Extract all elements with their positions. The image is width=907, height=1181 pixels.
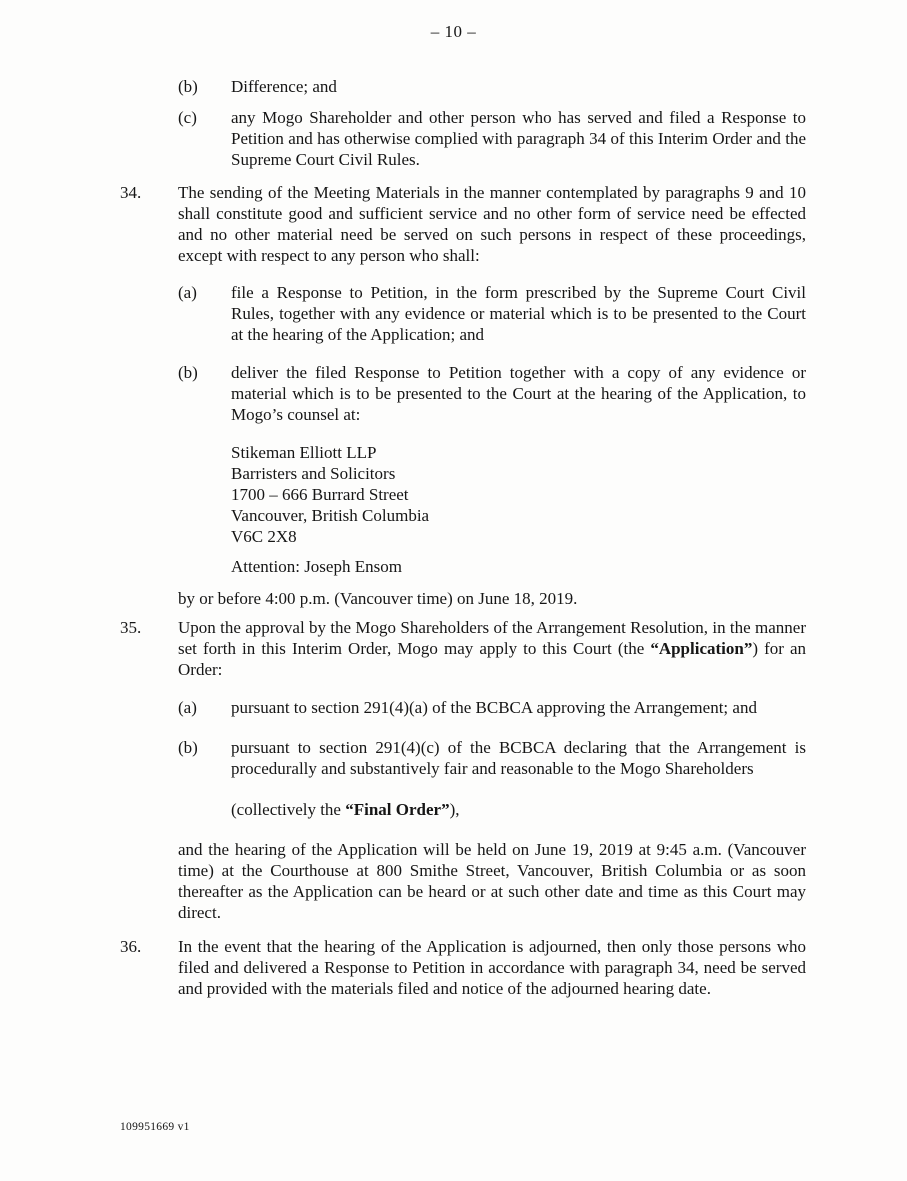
- hearing-paragraph: and the hearing of the Application will be held on June 19, 2019 at 9:45 a.m. (Vancouver time) at the Courthouse at 800 Smithe Street, Vancouver, British Columbia or as soon thereafter as the Application can be heard or at such other date and time as this Court may direct.: [178, 840, 806, 922]
- paragraph-36: [120, 936, 806, 999]
- collectively-post: ),: [449, 800, 460, 819]
- list-item-text: any Mogo Shareholder and other person who has served and filed a Response to Petition and has otherwise complied with paragraph 34 of this Interim Order and the Supreme Court Civil Rules.: [231, 108, 806, 169]
- footer-doc-id: 109951669 v1: [120, 1121, 190, 1133]
- list-item-label: (b): [178, 363, 198, 382]
- paragraph-34: [120, 182, 806, 266]
- list-item-label: (a): [178, 283, 197, 302]
- document-body: [120, 76, 806, 999]
- address-line-postal: V6C 2X8: [231, 527, 297, 546]
- paragraph-number: 34.: [120, 183, 142, 202]
- list-item-label: (b): [178, 77, 198, 96]
- list-item-text: pursuant to section 291(4)(a) of the BCBCA approving the Arrangement; and: [231, 698, 757, 717]
- deadline-line: by or before 4:00 p.m. (Vancouver time) on June 18, 2019.: [178, 589, 578, 608]
- list-item-text: deliver the filed Response to Petition together with a copy of any evidence or material which is to be presented to the Court at the hearing of the Application, to Mogo’s counsel at:: [231, 363, 806, 424]
- defined-term-final-order: “Final Order”: [345, 800, 450, 819]
- list-item-text: file a Response to Petition, in the form prescribed by the Supreme Court Civil Rules, together with any evidence or material which is to be presented to the Court at the hearing of the Application; and: [231, 283, 806, 344]
- list-item-34a: [178, 282, 806, 345]
- paragraph-35: [120, 617, 806, 680]
- attention-line: Attention: Joseph Ensom: [231, 557, 402, 576]
- paragraph-text: The sending of the Meeting Materials in the manner contemplated by paragraphs 9 and 10 shall constitute good and sufficient service and no other form of service need be effected and no other material need be served on such persons in respect of these proceedings, except with respect to any person who shall:: [178, 183, 806, 265]
- list-item-text: Difference; and: [231, 77, 337, 96]
- list-item-b-difference: [178, 76, 806, 97]
- list-item-label: (b): [178, 738, 198, 757]
- defined-term-application: “Application”: [650, 639, 753, 658]
- paragraph-text: [178, 617, 806, 680]
- list-item-label: (a): [178, 698, 197, 717]
- paragraph-text: In the event that the hearing of the Application is adjourned, then only those persons who filed and delivered a Response to Petition in accordance with paragraph 34, need be served and provided with the materials filed and notice of the adjourned hearing date.: [178, 937, 806, 998]
- list-item-35a: [178, 697, 806, 718]
- address-line-role: Barristers and Solicitors: [231, 464, 396, 483]
- list-item-35b: [178, 737, 806, 779]
- counsel-address-block: [231, 442, 806, 547]
- list-item-34b: [178, 362, 806, 425]
- page-number-header: – 10 –: [430, 22, 477, 41]
- collectively-line: [231, 799, 806, 820]
- address-line-firm: Stikeman Elliott LLP: [231, 443, 377, 462]
- list-item-c-shareholder: [178, 107, 806, 170]
- address-line-city: Vancouver, British Columbia: [231, 506, 430, 525]
- paragraph-number: 35.: [120, 618, 142, 637]
- list-item-text: pursuant to section 291(4)(c) of the BCBCA declaring that the Arrangement is procedurally and substantively fair and reasonable to the Mogo Shareholders: [231, 738, 806, 778]
- collectively-pre: (collectively the: [231, 800, 346, 819]
- paragraph-text-pre: Upon the approval by the Mogo Shareholders of the Arrangement Resolution, in the manner set forth in this Interim Order, Mogo may apply to this Court (the: [178, 618, 806, 658]
- list-item-label: (c): [178, 108, 197, 127]
- address-line-street: 1700 – 666 Burrard Street: [231, 485, 409, 504]
- paragraph-text-post: ) for an Order:: [178, 639, 807, 679]
- paragraph-number: 36.: [120, 937, 142, 956]
